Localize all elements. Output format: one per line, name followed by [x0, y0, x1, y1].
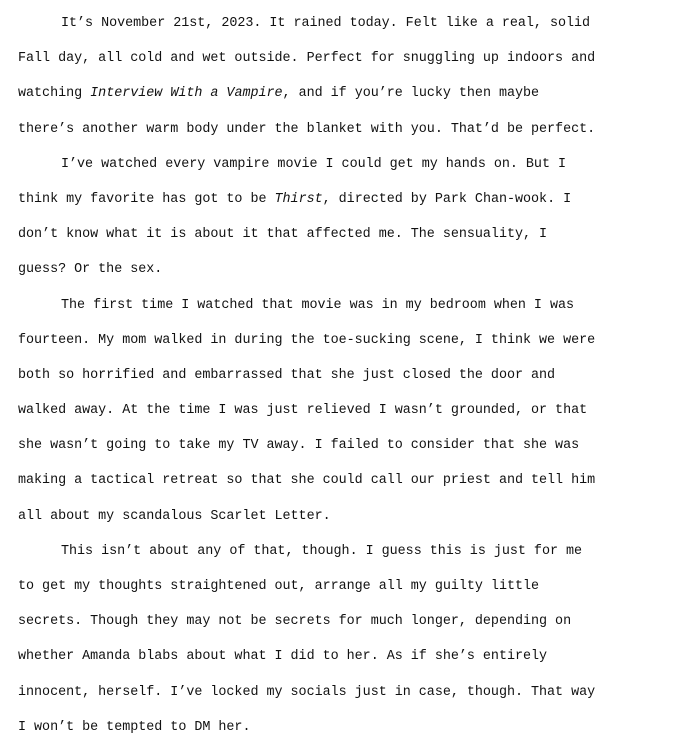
paragraph [18, 6, 696, 147]
text-line [18, 182, 696, 217]
text-run: to get my thoughts straightened out, arrange all my guilty little [18, 579, 540, 594]
text-line [18, 710, 696, 745]
text-run: guess? Or the sex. [18, 262, 163, 278]
text-line [18, 463, 696, 498]
text-run: innocent, herself. I’ve locked my socials just in case, though. That way [18, 684, 596, 700]
text-run: It’s November 21st, 2023. It rained today. Felt like a real, solid [61, 16, 591, 31]
text-line [18, 41, 696, 76]
text-run: , and if you’re lucky then maybe [282, 86, 540, 102]
text-run: I’ve watched every vampire movie I could get my hands on. But I [61, 156, 566, 172]
text-line [18, 358, 696, 393]
text-run: , directed by Park Chan-wook. I [322, 191, 572, 207]
text-run: I won’t be tempted to DM her. [18, 719, 251, 735]
text-run: she wasn’t going to take my TV away. I failed to consider that she was [18, 438, 580, 454]
text-run: walked away. At the time I was just relieved I wasn’t grounded, or that [18, 403, 588, 419]
text-line [18, 6, 696, 41]
text-line [18, 393, 696, 428]
text-line [18, 112, 696, 147]
text-line [18, 499, 696, 534]
text-line [18, 569, 696, 604]
paragraph [18, 147, 696, 288]
text-run: watching [18, 86, 91, 102]
text-run: think my favorite has got to be [18, 191, 275, 207]
text-line [18, 534, 696, 569]
text-line [18, 76, 696, 111]
text-run: secrets. Though they may not be secrets for much longer, depending on [18, 614, 572, 630]
text-run: fourteen. My mom walked in during the toe-sucking scene, I think we were [18, 332, 596, 348]
text-run: Fall day, all cold and wet outside. Perfect for snuggling up indoors and [18, 51, 596, 67]
text-line [18, 604, 696, 639]
text-run: The first time I watched that movie was in my bedroom when I was [61, 297, 575, 313]
text-line [18, 217, 696, 252]
text-run: This isn’t about any of that, though. I guess this is just for me [61, 543, 583, 559]
text-run: making a tactical retreat so that she could call our priest and tell him [18, 473, 596, 489]
title-italic: Thirst [274, 191, 323, 207]
text-line [18, 428, 696, 463]
paragraph [18, 534, 696, 745]
text-run: don’t know what it is about it that affected me. The sensuality, I [18, 227, 548, 243]
text-run: whether Amanda blabs about what I did to her. As if she’s entirely [18, 649, 548, 665]
title-italic: Interview With a Vampire [90, 86, 283, 102]
text-line [18, 147, 696, 182]
text-run: there’s another warm body under the blanket with you. That’d be perfect. [18, 121, 596, 137]
text-run: all about my scandalous Scarlet Letter. [18, 508, 331, 524]
text-line [18, 323, 696, 358]
paragraph [18, 288, 696, 534]
text-run: both so horrified and embarrassed that she just closed the door and [18, 367, 556, 383]
text-line [18, 288, 696, 323]
text-line [18, 675, 696, 710]
document-page [18, 6, 696, 745]
text-line [18, 639, 696, 674]
text-line [18, 252, 696, 287]
